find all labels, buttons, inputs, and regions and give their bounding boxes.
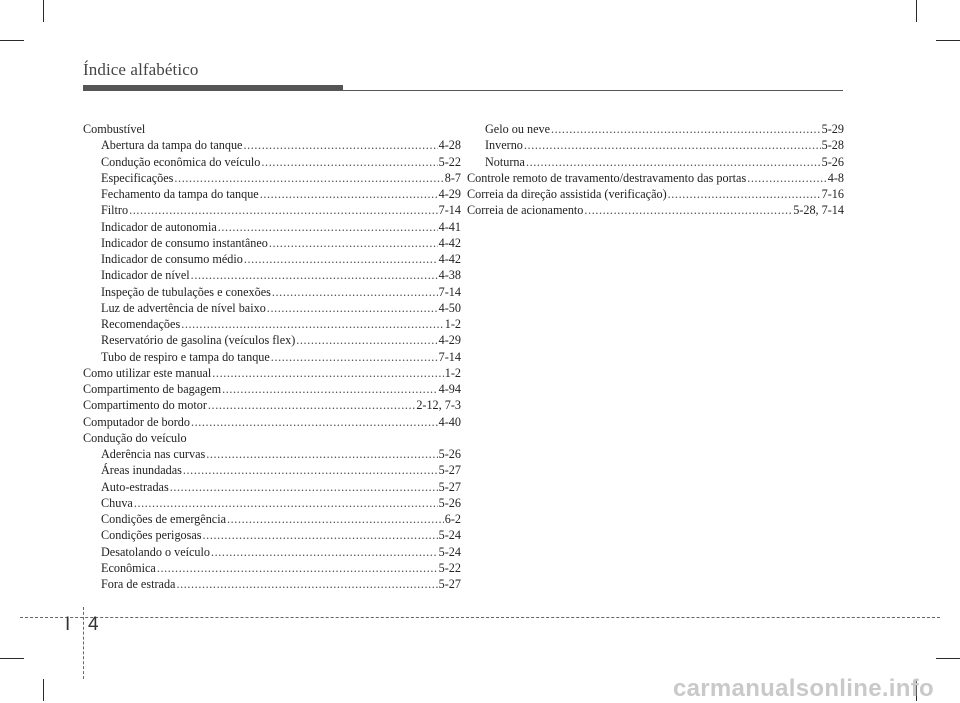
entry-page-ref: 5-26: [821, 154, 844, 169]
entry-term: Inverno: [485, 138, 523, 153]
dot-leader: [129, 202, 438, 218]
index-entry: [83, 462, 461, 478]
dot-leader: [227, 511, 444, 527]
entry-term: Compartimento do motor: [83, 398, 207, 413]
section-marker: I: [65, 614, 71, 635]
entry-term: Correia da direção assistida (verificação): [467, 187, 667, 201]
entry-page-ref: 5-27: [438, 577, 461, 591]
entry-term: Abertura da tampa do tanque: [101, 138, 243, 153]
entry-page-ref: 1-2: [444, 365, 461, 380]
crop-mark: [0, 40, 24, 41]
dot-leader: [296, 332, 437, 348]
index-entry: [83, 511, 461, 527]
dot-leader: [183, 462, 438, 478]
entry-page-ref: 4-38: [438, 268, 461, 283]
entry-page-ref: 4-40: [438, 414, 461, 429]
entry-term: Tubo de respiro e tampa do tanque: [101, 349, 270, 364]
dot-leader: [271, 349, 438, 365]
entry-term: Econômica: [101, 560, 156, 575]
dot-leader: [176, 576, 437, 592]
entry-page-ref: 4-42: [438, 252, 461, 266]
entry-term: Desatolando o veículo: [101, 544, 210, 559]
index-heading: Combustível: [83, 122, 146, 136]
index-entry: [83, 446, 461, 462]
crop-mark: [936, 40, 960, 41]
entry-page-ref: 4-8: [827, 170, 844, 185]
index-entry: [467, 186, 844, 202]
dot-leader: [269, 235, 438, 251]
dot-leader: [206, 446, 437, 462]
index-entry: [83, 137, 461, 153]
index-entry: [83, 576, 461, 592]
entry-term: Compartimento de bagagem: [83, 382, 222, 396]
entry-term: Gelo ou neve: [485, 122, 550, 136]
entry-page-ref: 7-14: [438, 203, 461, 218]
entry-term: Aderência nas curvas: [101, 447, 206, 461]
index-entry: [83, 267, 461, 283]
crop-mark: [916, 0, 917, 22]
entry-page-ref: 4-29: [438, 187, 461, 201]
entry-page-ref: 1-2: [444, 317, 461, 331]
entry-term: Fechamento da tampa do tanque: [101, 187, 259, 201]
entry-term: Computador de bordo: [83, 414, 190, 429]
entry-page-ref: 5-29: [821, 122, 844, 136]
index-entry: [83, 186, 461, 202]
entry-term: Recomendações: [101, 317, 181, 331]
index-entry: [83, 365, 461, 381]
dot-leader: [203, 527, 438, 543]
entry-page-ref: 7-14: [438, 349, 461, 364]
entry-page-ref: 5-24: [438, 544, 461, 559]
dot-leader: [208, 397, 415, 413]
index-entry: [467, 137, 844, 153]
dot-leader: [134, 495, 438, 511]
entry-term: Correia de acionamento: [467, 203, 584, 218]
crop-mark: [43, 679, 44, 701]
index-entry: [467, 154, 844, 170]
entry-page-ref: 4-94: [438, 382, 461, 396]
entry-page-ref: 5-22: [438, 560, 461, 575]
entry-page-ref: 8-7: [444, 170, 461, 185]
page-number: 4: [88, 614, 99, 635]
entry-page-ref: 4-42: [438, 235, 461, 250]
dot-leader: [584, 202, 792, 218]
entry-term: Condução econômica do veículo: [101, 154, 261, 169]
dot-leader: [668, 186, 821, 202]
dot-leader: [243, 137, 437, 153]
entry-page-ref: 7-14: [438, 284, 461, 299]
title-underline-thin: [343, 90, 843, 91]
entry-page-ref: 5-28: [821, 138, 844, 153]
dot-leader: [211, 544, 438, 560]
index-entry: [83, 479, 461, 495]
index-entry: [83, 170, 461, 186]
dot-leader: [212, 365, 443, 381]
entry-term: Auto-estradas: [101, 479, 169, 494]
dot-leader: [551, 121, 821, 137]
dot-leader: [524, 137, 821, 153]
entry-term: Condições de emergência: [101, 512, 226, 526]
index-entry: [83, 251, 461, 267]
entry-term: Indicador de consumo instantâneo: [101, 235, 268, 250]
crop-mark: [0, 658, 24, 659]
entry-page-ref: 5-26: [438, 447, 461, 461]
entry-page-ref: 7-16: [821, 187, 844, 201]
crop-mark: [936, 658, 960, 659]
index-entry: [83, 560, 461, 576]
dot-leader: [747, 170, 827, 186]
index-entry: [83, 414, 461, 430]
entry-term: Indicador de consumo médio: [101, 252, 243, 266]
index-entry: [83, 544, 461, 560]
entry-page-ref: 4-28: [438, 138, 461, 153]
index-entry: [467, 121, 844, 137]
dot-leader: [174, 170, 443, 186]
entry-page-ref: 5-24: [438, 528, 461, 543]
footer-divider: [20, 617, 940, 618]
index-entry: [83, 397, 461, 413]
index-entry: [83, 202, 461, 218]
page-title: Índice alfabético: [83, 60, 199, 79]
index-column-left: [83, 121, 461, 592]
entry-term: Áreas inundadas: [101, 463, 182, 478]
dot-leader: [157, 560, 438, 576]
entry-term: Controle remoto de travamento/destravamento das portas: [467, 170, 747, 185]
entry-term: Indicador de autonomia: [101, 219, 217, 234]
index-heading: Condução do veículo: [83, 430, 187, 445]
index-entry: [83, 527, 461, 543]
entry-term: Como utilizar este manual: [83, 365, 212, 380]
index-entry: [467, 202, 844, 218]
entry-page-ref: 5-28, 7-14: [793, 203, 844, 218]
dot-leader: [260, 186, 438, 202]
index-entry: [83, 219, 461, 235]
index-entry: [467, 170, 844, 186]
dot-leader: [181, 316, 444, 332]
entry-term: Especificações: [101, 170, 174, 185]
index-entry: [83, 381, 461, 397]
entry-page-ref: 5-27: [438, 479, 461, 494]
title-underline-thick: [83, 85, 343, 91]
index-entry: [83, 332, 461, 348]
entry-page-ref: 4-50: [438, 300, 461, 315]
entry-term: Filtro: [101, 203, 129, 218]
crop-mark: [43, 0, 44, 22]
entry-page-ref: 5-26: [438, 495, 461, 510]
entry-term: Indicador de nível: [101, 268, 190, 283]
index-column-right: [467, 121, 844, 219]
entry-term: Luz de advertência de nível baixo: [101, 300, 266, 315]
dot-leader: [170, 479, 438, 495]
index-entry: [83, 284, 461, 300]
index-entry: [83, 154, 461, 170]
entry-page-ref: 4-29: [438, 333, 461, 348]
entry-term: Noturna: [485, 154, 525, 169]
index-entry: [83, 300, 461, 316]
dot-leader: [261, 154, 437, 170]
dot-leader: [191, 414, 438, 430]
entry-page-ref: 5-22: [438, 154, 461, 169]
dot-leader: [218, 219, 438, 235]
dot-leader: [191, 267, 438, 283]
watermark: carmanualsonline.info: [672, 675, 934, 702]
entry-page-ref: 2-12, 7-3: [416, 398, 461, 413]
index-entry: [83, 316, 461, 332]
dot-leader: [272, 284, 438, 300]
entry-page-ref: 6-2: [444, 512, 461, 526]
index-entry: [83, 349, 461, 365]
index-entry: [83, 495, 461, 511]
dot-leader: [267, 300, 438, 316]
entry-term: Condições perigosas: [101, 528, 202, 543]
dot-leader: [244, 251, 438, 267]
entry-term: Chuva: [101, 495, 133, 510]
footer-vertical-divider: [83, 607, 84, 679]
dot-leader: [222, 381, 438, 397]
entry-term: Fora de estrada: [101, 577, 176, 591]
entry-term: Reservatório de gasolina (veículos flex): [101, 333, 296, 348]
entry-page-ref: 4-41: [438, 219, 461, 234]
index-entry: [83, 235, 461, 251]
entry-term: Inspeção de tubulações e conexões: [101, 284, 271, 299]
entry-page-ref: 5-27: [438, 463, 461, 478]
dot-leader: [526, 154, 821, 170]
